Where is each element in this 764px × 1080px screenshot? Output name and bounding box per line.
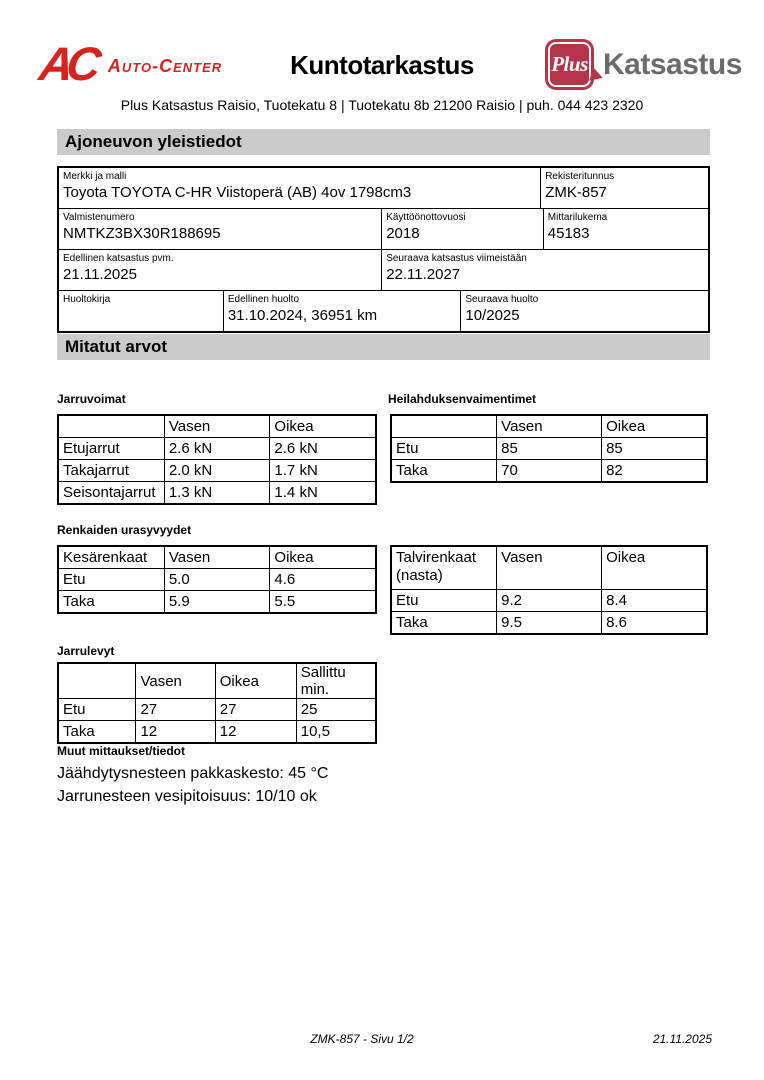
table-cell: Etu: [58, 569, 164, 591]
field-label: Edellinen katsastus pvm.: [63, 253, 174, 264]
table-cell: 5.0: [164, 569, 270, 591]
table-cell: 2.6 kN: [270, 438, 376, 460]
winter-tires-table: [390, 545, 708, 635]
field-odometer: [544, 209, 708, 249]
table-header-cell: Oikea: [270, 546, 376, 569]
field-previous-service: [224, 291, 462, 331]
plus-katsastus-logo: [545, 39, 742, 90]
table-cell: 27: [215, 699, 296, 721]
table-header-cell: Kesärenkaat: [58, 546, 164, 569]
other-measurements-heading: Muut mittaukset/tiedot: [57, 744, 185, 758]
coolant-freeze-protection: Jäähdytysnesteen pakkaskesto: 45 °C: [57, 765, 329, 782]
auto-center-logo-text: Auto-Center: [107, 56, 223, 76]
table-header-cell: Oikea: [602, 415, 707, 438]
section-header-measured-values: Mitatut arvot: [57, 334, 710, 360]
table-header-cell: [391, 415, 497, 438]
table-cell: 70: [497, 460, 602, 483]
table-cell: Taka: [58, 591, 164, 614]
field-previous-inspection: [59, 250, 382, 290]
table-row: [59, 250, 708, 291]
table-cell: 8.4: [602, 590, 707, 612]
field-value: NMTKZ3BX30R188695: [63, 225, 221, 242]
field-label: Seuraava katsastus viimeistään: [386, 253, 527, 264]
table-cell: Takajarrut: [58, 460, 164, 482]
field-value: 31.10.2024, 36951 km: [227, 307, 378, 324]
brake-discs-table: [57, 662, 377, 744]
table-header-cell: Oikea: [602, 546, 707, 590]
other-measurements: [57, 744, 328, 808]
table-row: [58, 415, 376, 438]
table-header-cell: [58, 663, 136, 699]
brake-discs-heading: Jarrulevyt: [57, 644, 115, 658]
table-cell: 12: [215, 721, 296, 744]
page-title: Kuntotarkastus: [290, 50, 474, 80]
vehicle-info-table: [57, 166, 710, 333]
table-header-cell: Vasen: [136, 663, 215, 699]
field-value: 21.11.2025: [63, 266, 137, 283]
tire-tread-heading: Renkaiden urasyvyydet: [57, 523, 192, 537]
field-vin: [59, 209, 382, 249]
table-cell: 2.0 kN: [164, 460, 270, 482]
table-row: [58, 482, 376, 505]
shock-absorbers-heading: Heilahduksenvaimentimet: [388, 392, 537, 406]
table-cell: 1.4 kN: [270, 482, 376, 505]
table-cell: Etujarrut: [58, 438, 164, 460]
field-value: 45183: [547, 225, 590, 242]
table-header-cell: Oikea: [215, 663, 296, 699]
field-make-model: [59, 168, 541, 208]
table-cell: 10,5: [296, 721, 376, 744]
field-label: Seuraava huolto: [465, 294, 539, 305]
table-cell: 5.5: [270, 591, 376, 614]
table-header-cell: Vasen: [164, 415, 270, 438]
station-address: Plus Katsastus Raisio, Tuotekatu 8 | Tuotekatu 8b 21200 Raisio | puh. 044 423 2320: [120, 97, 644, 113]
table-cell: 27: [136, 699, 215, 721]
plus-bubble-icon: [545, 39, 594, 90]
field-label: Huoltokirja: [63, 294, 111, 305]
table-header-cell: Oikea: [270, 415, 376, 438]
table-cell: 1.7 kN: [270, 460, 376, 482]
field-label: Valmistenumero: [63, 212, 135, 223]
field-label: Edellinen huolto: [227, 294, 300, 305]
table-row: [59, 209, 708, 250]
table-row: [59, 291, 708, 331]
table-cell: Etu: [58, 699, 136, 721]
table-row: [58, 546, 376, 569]
brake-fluid-water-content: Jarrunesteen vesipitoisuus: 10/10 ok: [57, 788, 317, 805]
table-cell: 9.2: [497, 590, 602, 612]
table-header-cell: [58, 415, 164, 438]
table-row: [58, 438, 376, 460]
table-row: [58, 591, 376, 614]
field-service-book: [59, 291, 224, 331]
field-first-use-year: [382, 209, 544, 249]
table-header-cell: Vasen: [497, 546, 602, 590]
table-row: [58, 460, 376, 482]
field-label: Mittarilukema: [547, 212, 608, 223]
table-row: [58, 569, 376, 591]
table-cell: Etu: [391, 590, 497, 612]
table-row: [391, 612, 707, 635]
field-value: 22.11.2027: [386, 266, 461, 283]
field-registration: [541, 168, 708, 208]
field-next-inspection: [382, 250, 708, 290]
auto-center-monogram-icon: AC: [36, 37, 98, 90]
field-label: Käyttöönottovuosi: [386, 212, 466, 223]
table-row: [391, 438, 707, 460]
table-row: [391, 415, 707, 438]
table-cell: Seisontajarrut: [58, 482, 164, 505]
table-cell: 4.6: [270, 569, 376, 591]
table-cell: 85: [602, 438, 707, 460]
table-row: [391, 546, 707, 590]
brake-forces-table: [57, 414, 377, 505]
table-cell: Taka: [391, 612, 497, 635]
table-row: [58, 663, 376, 699]
summer-tires-table: [57, 545, 377, 614]
katsastus-logo-text: Katsastus: [603, 47, 742, 81]
table-cell: Taka: [58, 721, 136, 744]
field-value: Toyota TOYOTA C-HR Viistoperä (AB) 4ov 1798cm3: [63, 184, 412, 201]
table-header-cell: Vasen: [497, 415, 602, 438]
brake-forces-heading: Jarruvoimat: [57, 392, 126, 406]
field-value: 2018: [386, 225, 420, 242]
table-cell: Taka: [391, 460, 497, 483]
shock-absorbers-table: [390, 414, 708, 483]
table-cell: 9.5: [497, 612, 602, 635]
table-header-cell: Talvirenkaat (nasta): [391, 546, 497, 590]
field-label: Rekisteritunnus: [545, 171, 615, 182]
table-cell: 25: [296, 699, 376, 721]
table-cell: 12: [136, 721, 215, 744]
table-row: [58, 721, 376, 744]
footer-date: 21.11.2025: [652, 1032, 712, 1046]
table-row: [391, 460, 707, 483]
table-cell: Etu: [391, 438, 497, 460]
table-cell: 85: [497, 438, 602, 460]
field-label: Merkki ja malli: [63, 171, 127, 182]
table-header-cell: Sallittu min.: [296, 663, 376, 699]
table-row: [391, 590, 707, 612]
section-header-vehicle-info: Ajoneuvon yleistiedot: [57, 129, 710, 155]
table-cell: 82: [602, 460, 707, 483]
table-row: [59, 168, 708, 209]
field-value: 10/2025: [465, 307, 520, 324]
table-cell: 2.6 kN: [164, 438, 270, 460]
field-value: ZMK-857: [545, 184, 607, 201]
table-cell: 5.9: [164, 591, 270, 614]
field-next-service: [461, 291, 708, 331]
plus-bubble-text: Plus: [551, 52, 588, 76]
table-cell: 1.3 kN: [164, 482, 270, 505]
table-cell: 8.6: [602, 612, 707, 635]
footer-page-info: ZMK-857 - Sivu 1/2: [310, 1032, 414, 1046]
table-header-cell: Vasen: [164, 546, 270, 569]
table-row: [58, 699, 376, 721]
